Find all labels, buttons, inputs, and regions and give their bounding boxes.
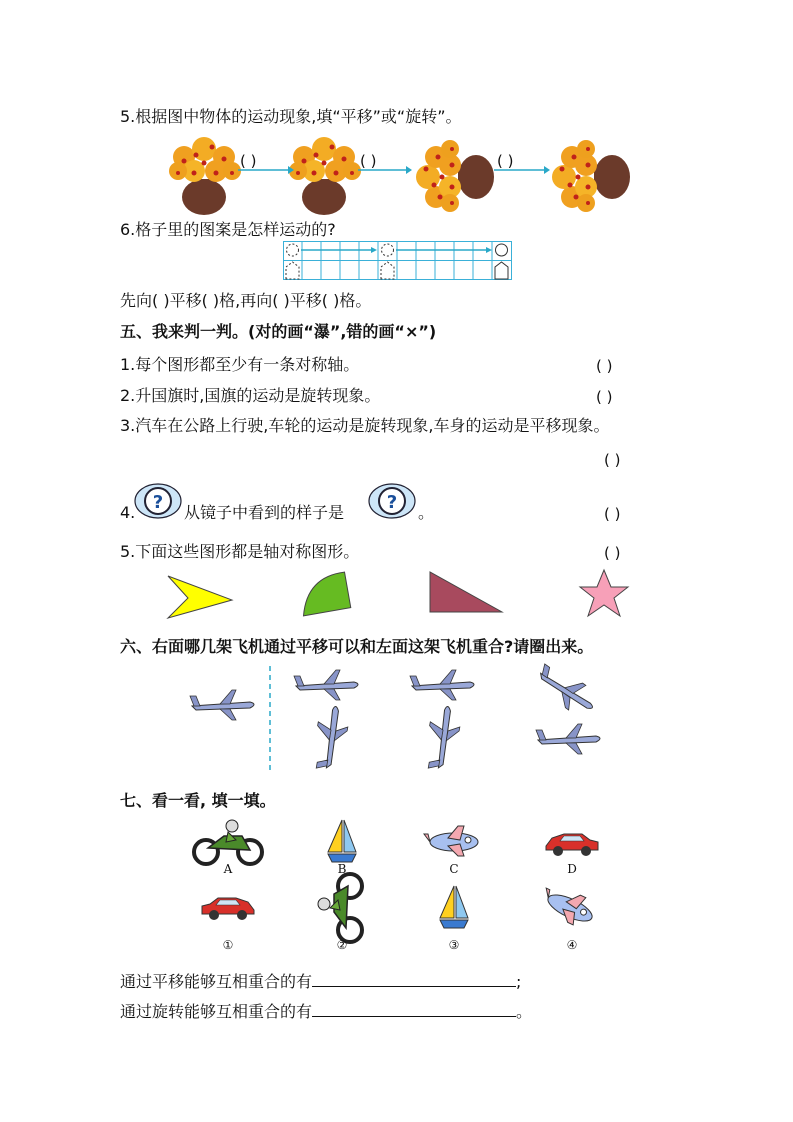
pattern-start	[286, 244, 299, 279]
s7-rotation-end: 。	[516, 1002, 533, 1021]
section-5-heading: 五、我来判一判。(对的画“瀑”,错的画“×”)	[120, 322, 437, 341]
section-6-heading: 六、右面哪几架飞机通过平移可以和左面这架飞机重合?请圈出来。	[120, 637, 594, 656]
section-7-heading: 七、看一看, 填一填。	[120, 791, 276, 810]
toy-airplane-image-c	[424, 826, 478, 856]
car-image-1	[202, 898, 254, 920]
s7-translation-answer-blank[interactable]	[312, 970, 516, 987]
airplane-option-4	[422, 704, 463, 772]
caption-3: ③	[448, 938, 460, 952]
question-mark-bubble-original-icon	[134, 481, 186, 521]
q5-question: 5.根据图中物体的运动现象,填“平移”或“旋转”。	[120, 107, 462, 126]
airplanes-figure	[180, 666, 620, 776]
bouquet-image-1	[169, 137, 241, 215]
s7-translation-end: ;	[516, 972, 522, 991]
reference-airplane	[190, 690, 254, 720]
s5-item-5: 5.下面这些图形都是轴对称图形。	[120, 542, 360, 561]
q5-blank-2[interactable]: ( )	[360, 152, 377, 170]
airplane-option-6	[536, 724, 600, 754]
s7-translation-line	[120, 970, 521, 992]
s5-item-2-answer[interactable]: ( )	[596, 388, 613, 406]
s5-item-4-number: 4.	[120, 503, 136, 522]
pattern-middle	[381, 244, 394, 279]
q6-fill-sentence: 先向( )平移( )格,再向( )平移( )格。	[120, 291, 372, 310]
s7-rotation-label: 通过旋转能够互相重合的有	[120, 1002, 313, 1021]
move-arrow-1	[301, 247, 377, 253]
q5-motion-illustration	[160, 135, 640, 215]
s5-shapes	[160, 568, 640, 624]
s5-item-1-answer[interactable]: ( )	[596, 357, 613, 375]
car-image-d	[546, 834, 598, 856]
motorcycle-image-a	[194, 820, 262, 864]
pink-star-shape	[580, 570, 628, 616]
airplane-option-2	[310, 704, 351, 772]
toy-airplane-image-4	[537, 881, 599, 931]
green-sector-shape	[297, 572, 351, 616]
s7-rotation-line	[120, 1000, 532, 1022]
move-arrow-2	[396, 247, 492, 253]
pattern-end	[495, 244, 508, 279]
s5-item-5-answer[interactable]: ( )	[604, 544, 621, 562]
s7-pictures	[180, 816, 620, 956]
q5-blank-3[interactable]: ( )	[497, 152, 514, 170]
yellow-arrowhead-shape	[168, 576, 232, 618]
s5-item-4-text: 从镜子中看到的样子是	[184, 503, 345, 522]
s5-item-4-end: 。	[418, 503, 435, 522]
s7-rotation-answer-blank[interactable]	[312, 1000, 516, 1017]
motorcycle-image-2	[318, 874, 362, 942]
s7-translation-label: 通过平移能够互相重合的有	[120, 972, 313, 991]
svg-text:?: ?	[386, 492, 398, 513]
bouquet-image-4	[552, 140, 630, 212]
sailboat-image-3	[440, 886, 468, 928]
airplane-option-3	[410, 670, 474, 700]
q6-grid	[283, 241, 513, 281]
s5-item-1: 1.每个图形都至少有一条对称轴。	[120, 355, 360, 374]
s5-item-3: 3.汽车在公路上行驶,车轮的运动是旋转现象,车身的运动是平移现象。	[120, 416, 610, 435]
airplane-option-5	[531, 659, 601, 720]
caption-1: ①	[222, 938, 234, 952]
s5-item-4-answer[interactable]: ( )	[604, 505, 621, 523]
q5-blank-1[interactable]: ( )	[240, 152, 257, 170]
caption-d: D	[567, 862, 577, 876]
right-triangle-shape	[430, 572, 502, 612]
caption-a: A	[223, 862, 233, 876]
bouquet-image-2	[289, 137, 361, 215]
caption-c: C	[449, 862, 459, 876]
s5-item-3-answer[interactable]: ( )	[604, 451, 621, 469]
caption-2: ②	[336, 938, 348, 952]
sailboat-image-b	[328, 820, 356, 862]
caption-b: B	[337, 862, 347, 876]
bouquet-image-3	[416, 140, 494, 212]
airplane-option-1	[294, 670, 358, 700]
s5-item-2: 2.升国旗时,国旗的运动是旋转现象。	[120, 386, 381, 405]
question-mark-bubble-mirror-icon	[368, 481, 420, 521]
caption-4: ④	[566, 938, 578, 952]
q6-question: 6.格子里的图案是怎样运动的?	[120, 220, 336, 239]
svg-text:?: ?	[152, 492, 164, 513]
